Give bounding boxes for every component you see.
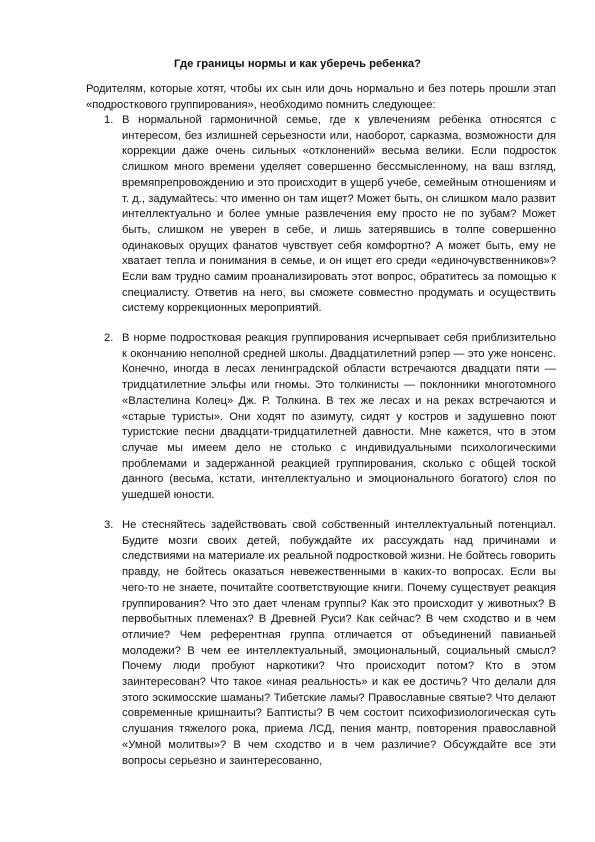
- list-item-text: Не стесняйтесь задействовать свой собственный интеллектуальный потенциал. Будите мозги своих детей, побуждайте их рассуждать над причинами и следствиями на материале их реальной подростковой жизни. Не бойтесь говорить правду, не бойтесь оказаться невежественными в каких-то вопросах. Если вы чего-то не знаете, почитайте соответствующие книги. Почему существует реакция группирования? Что это дает членам группы? Как это происходит у животных? В первобытных племенах? В Древней Руси? Как сейчас? В чем сходство и в чем отличие? Чем референтная группа отличается от объединений павианьей молодежи? В чем ее интеллектуальный, эмоциональный, социальный смысл? Почему люди пробуют наркотики? Что происходит потом? Кто в этом заинтересован? Что такое «иная реальность» и как ее достичь? Что делали для этого эскимосские шаманы? Тибетские ламы? Православные святые? Что делают современные кришнаиты? Баптисты? В чем состоит психофизиологическая суть слушания тяжелого рока, приема ЛСД, пения мантр, повторения православной «Умной молитвы»? В чем сходство и в чем различие? Обсуждайте все эти вопросы серьезно и заинтересованно,: [122, 519, 556, 767]
- list-item-number: 2.: [104, 332, 114, 344]
- list-item-text: В нормальной гармоничной семье, где к увлечениям ребенка относятся с интересом, без излишней серьезности или, наоборот, сарказма, возможности для коррекции даже очень сильных «отклонений» весьма велики. Если подросток слишком много времени уделяет совершенно бессмысленному, на ваш взгляд, времяпрепровождению и это происходит в ущерб учебе, семейным отношениям и т. д., задумайтесь: что именно он там ищет? Может быть, он слишком мало развит интеллектуально и более умные развлечения ему просто не по зубам? Может быть, слишком не уверен в себе, и лишь затерявшись в толпе совершенно одинаковых орущих фанатов чувствует себя комфортно? А может быть, ему не хватает тепла и понимания в семье, и он ищет его среди «единочувственников»? Если вам трудно самим проанализировать этот вопрос, обратитесь за помощью к специалисту. Ответив на него, вы сможете совместно продумать и осуществить систему коррекционных мероприятий.: [122, 114, 556, 315]
- list-item-number: 3.: [104, 519, 114, 531]
- list-item-number: 1.: [104, 114, 114, 126]
- intro-paragraph: Родителям, которые хотят, чтобы их сын или дочь нормально и без потерь прошли этап «подросткового группирования», необходимо помнить следующее:: [86, 83, 556, 111]
- list-item-text: В норме подростковая реакция группирования исчерпывает себя приблизительно к окончанию неполной средней школы. Двадцатилетний рэпер — это уже нонсенс. Конечно, иногда в лесах ленинградской области встречаются двадцати пяти — тридцатилетние эльфы или гномы. Это толкинисты — поклонники многотомного «Властелина Колец» Дж. Р. Толкина. В тех же лесах и на реках встречаются и «старые туристы». Они ходят по азимуту, сидят у костров и задушевно поют туристские песни двадцати-тридцатилетней давности. Мне кажется, что в этом случае мы имеем дело не столько с индивидуальными психологическими проблемами и задержанной реакцией группирования, сколько с общей тоской данного (весьма, кстати, интеллектуально и эмоционального богатого) слоя по ушедшей юности.: [122, 332, 556, 502]
- document-title: Где границы нормы и как уберечь ребенка?: [173, 58, 422, 70]
